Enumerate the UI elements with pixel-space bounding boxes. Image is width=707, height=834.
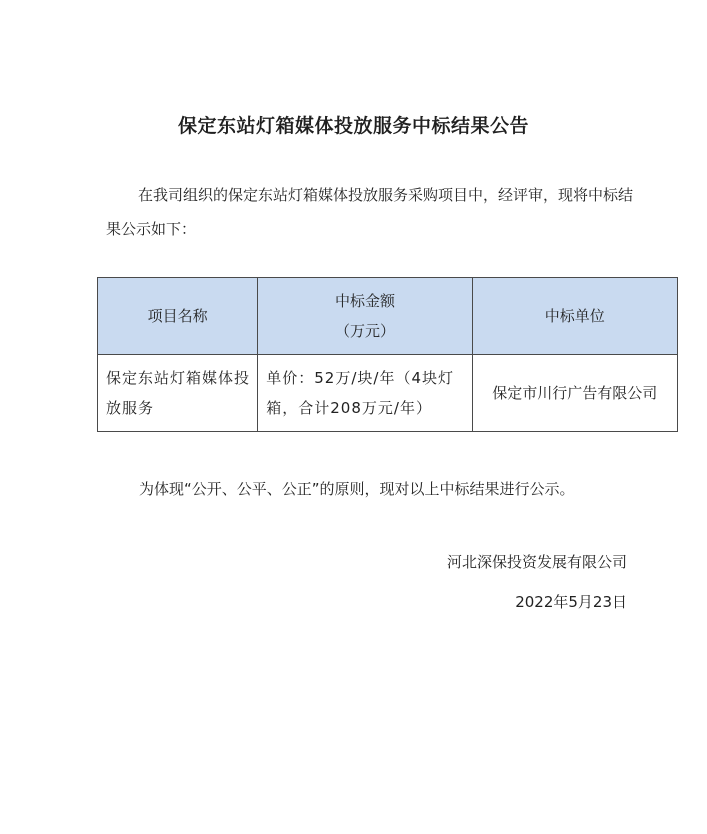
- table-header-row: [98, 278, 678, 355]
- cell-winning-unit: 保定市川行广告有限公司: [472, 355, 677, 432]
- header-bid-amount: [258, 278, 472, 355]
- bid-result-table: [97, 277, 678, 432]
- header-winning-unit: 中标单位: [472, 278, 677, 355]
- page-title: 保定东站灯箱媒体投放服务中标结果公告: [177, 115, 529, 137]
- issue-date: 2022年5月23日: [515, 593, 627, 611]
- header-bid-amount-label: 中标金额: [334, 292, 395, 310]
- header-project-name: 项目名称: [98, 278, 258, 355]
- cell-project-name: 保定东站灯箱媒体投放服务: [98, 355, 258, 432]
- public-notice-text: 为体现“公开、公平、公正”的原则，现对以上中标结果进行公示。: [139, 480, 575, 498]
- table-row: [98, 355, 678, 432]
- issuer-company: 河北深保投资发展有限公司: [446, 553, 627, 571]
- intro-paragraph: 在我司组织的保定东站灯箱媒体投放服务采购项目中，经评审，现将中标结果公示如下：: [106, 186, 634, 238]
- header-bid-amount-unit: （万元）: [334, 322, 395, 340]
- cell-bid-amount: 单价：52万/块/年（4块灯箱，合计208万元/年）: [258, 355, 472, 432]
